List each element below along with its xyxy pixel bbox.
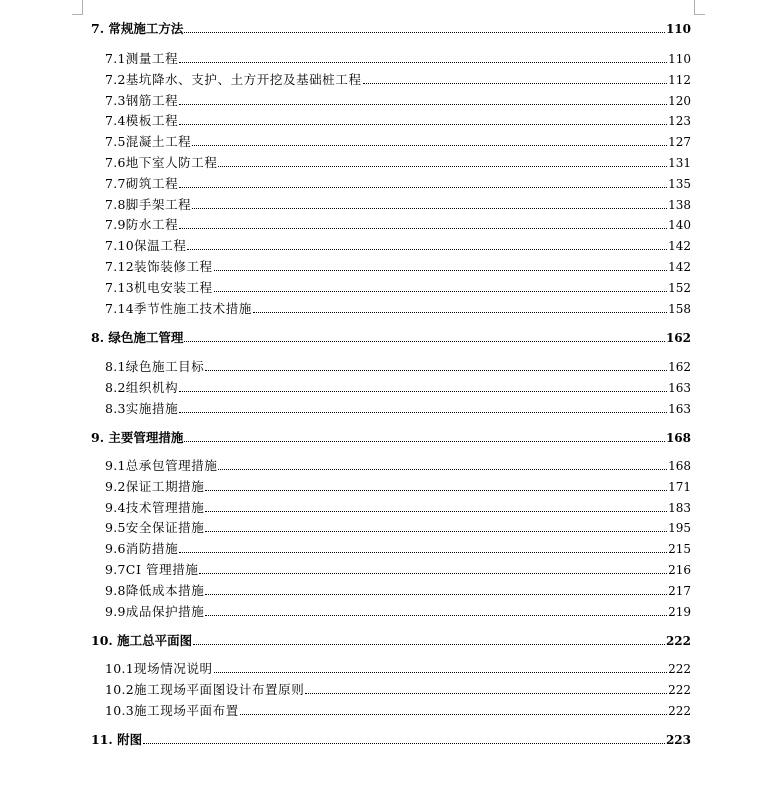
toc-entry-title bbox=[105, 563, 198, 577]
toc-page-number: 120 bbox=[668, 94, 691, 108]
toc-page-number: 131 bbox=[668, 156, 691, 170]
toc-entry-title bbox=[91, 733, 142, 747]
toc-entry-title bbox=[91, 634, 192, 648]
toc-entry-title bbox=[105, 605, 204, 619]
toc-page-number: 162 bbox=[668, 360, 691, 374]
toc-leader-dots bbox=[205, 615, 667, 616]
toc-entry-title bbox=[105, 73, 362, 87]
toc-entry[interactable] bbox=[105, 131, 691, 149]
toc-entry-text: 降低成本措施 bbox=[125, 583, 205, 598]
toc-leader-dots bbox=[205, 370, 667, 371]
toc-entry-row[interactable] bbox=[0, 658, 779, 678]
toc-leader-dots bbox=[179, 187, 667, 188]
toc-entry-text: 实施措施 bbox=[125, 401, 179, 416]
toc-entry-title bbox=[105, 52, 178, 66]
toc-entry[interactable] bbox=[105, 214, 691, 232]
toc-entry[interactable] bbox=[105, 476, 691, 494]
toc-entry[interactable] bbox=[105, 110, 691, 128]
toc-entry-number: 7.4 bbox=[105, 113, 126, 128]
toc-entry-number: 7. bbox=[91, 21, 105, 36]
toc-entry-row[interactable] bbox=[0, 214, 779, 234]
toc-entry-title bbox=[105, 156, 217, 170]
toc-entry[interactable] bbox=[105, 559, 691, 577]
toc-entry-text: 地下室人防工程 bbox=[125, 155, 218, 170]
toc-entry-title bbox=[105, 381, 178, 395]
toc-entry-row[interactable] bbox=[0, 173, 779, 193]
toc-leader-dots bbox=[205, 490, 667, 491]
toc-entry[interactable] bbox=[105, 90, 691, 108]
toc-heading-row[interactable] bbox=[0, 729, 779, 749]
toc-entry[interactable] bbox=[105, 517, 691, 535]
toc-entry-title bbox=[91, 331, 183, 345]
toc-page-number: 222 bbox=[665, 634, 691, 648]
page-corner-mark-right bbox=[694, 0, 705, 15]
toc-page-number: 222 bbox=[668, 704, 691, 718]
toc-entry-title bbox=[105, 302, 252, 316]
toc-page-number: 140 bbox=[668, 218, 691, 232]
toc-entry-title bbox=[105, 480, 204, 494]
toc-page-number: 158 bbox=[668, 302, 691, 316]
toc-leader-dots bbox=[218, 166, 667, 167]
toc-entry[interactable] bbox=[105, 194, 691, 212]
toc-page-number: 163 bbox=[668, 381, 691, 395]
toc-entry-text: 消防措施 bbox=[125, 541, 179, 556]
toc-entry-text: 施工现场平面图设计布置原则 bbox=[134, 682, 305, 697]
toc-page-number: 162 bbox=[665, 331, 691, 345]
toc-entry-text: 基坑降水、支护、土方开挖及基础桩工程 bbox=[125, 72, 362, 87]
toc-entry-row[interactable] bbox=[0, 601, 779, 621]
toc-entry-row[interactable] bbox=[0, 110, 779, 130]
toc-entry[interactable] bbox=[105, 48, 691, 66]
toc-leader-dots bbox=[205, 594, 667, 595]
toc-entry-number: 8.1 bbox=[105, 359, 126, 374]
toc-entry-number: 9.7 bbox=[105, 562, 126, 577]
toc-leader-dots bbox=[184, 32, 665, 33]
toc-entry-row[interactable] bbox=[0, 455, 779, 475]
toc-leader-dots bbox=[184, 441, 665, 442]
toc-leader-dots bbox=[253, 312, 667, 313]
toc-page-number: 168 bbox=[668, 459, 691, 473]
toc-entry-text: 安全保证措施 bbox=[125, 520, 205, 535]
toc-entry-text: 防水工程 bbox=[125, 217, 179, 232]
toc-leader-dots bbox=[179, 391, 667, 392]
toc-entry[interactable] bbox=[105, 256, 691, 274]
toc-entry-number: 9.8 bbox=[105, 583, 126, 598]
toc-entry-title bbox=[105, 198, 191, 212]
toc-entry[interactable] bbox=[105, 679, 691, 697]
toc-entry-text: 常规施工方法 bbox=[108, 21, 184, 36]
toc-entry-row[interactable] bbox=[0, 48, 779, 68]
toc-entry-text: 主要管理措施 bbox=[108, 430, 184, 445]
toc-leader-dots bbox=[199, 573, 667, 574]
toc-leader-dots bbox=[205, 531, 667, 532]
toc-entry-number: 9.2 bbox=[105, 479, 126, 494]
toc-leader-dots bbox=[205, 511, 667, 512]
toc-entry-number: 7.5 bbox=[105, 134, 126, 149]
toc-page-number: 138 bbox=[668, 198, 691, 212]
toc-entry[interactable] bbox=[105, 398, 691, 416]
toc-entry[interactable] bbox=[105, 377, 691, 395]
toc-entry-number: 7.6 bbox=[105, 155, 126, 170]
toc-leader-dots bbox=[187, 249, 667, 250]
toc-entry-title bbox=[105, 360, 204, 374]
toc-entry-number: 9.4 bbox=[105, 500, 126, 515]
toc-entry-row[interactable] bbox=[0, 497, 779, 517]
toc-entry-text: 总承包管理措施 bbox=[125, 458, 218, 473]
toc-page-number: 110 bbox=[668, 52, 691, 66]
toc-entry-text: 成品保护措施 bbox=[125, 604, 205, 619]
toc-entry-number: 9.9 bbox=[105, 604, 126, 619]
toc-entry-number: 10.1 bbox=[105, 661, 135, 676]
toc-entry-title bbox=[105, 114, 178, 128]
toc-leader-dots bbox=[179, 124, 667, 125]
toc-entry-number: 8.3 bbox=[105, 401, 126, 416]
toc-entry-text: CI 管理措施 bbox=[125, 562, 199, 577]
toc-entry-row[interactable] bbox=[0, 90, 779, 110]
toc-entry-number: 7.12 bbox=[105, 259, 135, 274]
toc-entry-text: 混凝土工程 bbox=[125, 134, 192, 149]
toc-entry-text: 钢筋工程 bbox=[125, 93, 179, 108]
toc-entry-title bbox=[105, 281, 213, 295]
toc-page-number: 110 bbox=[665, 22, 691, 36]
toc-entry-title bbox=[91, 431, 183, 445]
toc-entry-row[interactable] bbox=[0, 559, 779, 579]
toc-entry-row[interactable] bbox=[0, 69, 779, 89]
toc-page-number: 142 bbox=[668, 260, 691, 274]
toc-entry[interactable] bbox=[91, 18, 691, 36]
toc-entry[interactable] bbox=[91, 729, 691, 747]
toc-entry-number: 7.8 bbox=[105, 197, 126, 212]
toc-heading-row[interactable] bbox=[0, 630, 779, 650]
toc-leader-dots bbox=[240, 714, 667, 715]
toc-page-number: 127 bbox=[668, 135, 691, 149]
toc-entry-text: 施工现场平面布置 bbox=[134, 703, 239, 718]
toc-entry-number: 7.1 bbox=[105, 51, 126, 66]
toc-entry[interactable] bbox=[105, 455, 691, 473]
toc-entry-row[interactable] bbox=[0, 538, 779, 558]
toc-entry-text: 机电安装工程 bbox=[134, 280, 213, 295]
toc-entry-row[interactable] bbox=[0, 377, 779, 397]
toc-leader-dots bbox=[179, 62, 667, 63]
toc-entry[interactable] bbox=[105, 298, 691, 316]
toc-leader-dots bbox=[214, 672, 667, 673]
toc-leader-dots bbox=[214, 270, 667, 271]
toc-entry[interactable] bbox=[105, 356, 691, 374]
toc-entry-text: 测量工程 bbox=[125, 51, 179, 66]
toc-entry-number: 7.14 bbox=[105, 301, 135, 316]
toc-entry-number: 11. bbox=[91, 732, 113, 747]
toc-entry-number: 9.5 bbox=[105, 520, 126, 535]
toc-entry-text: 保温工程 bbox=[134, 238, 187, 253]
toc-entry[interactable] bbox=[105, 497, 691, 515]
toc-entry-text: 砌筑工程 bbox=[125, 176, 179, 191]
toc-page-number: 222 bbox=[668, 683, 691, 697]
toc-entry[interactable] bbox=[105, 277, 691, 295]
toc-entry-number: 7.10 bbox=[105, 238, 135, 253]
toc-entry-number: 10.3 bbox=[105, 703, 135, 718]
toc-entry[interactable] bbox=[105, 700, 691, 718]
toc-entry-title bbox=[105, 542, 178, 556]
toc-leader-dots bbox=[363, 83, 668, 84]
toc-entry-text: 绿色施工管理 bbox=[108, 330, 184, 345]
toc-heading-row[interactable] bbox=[0, 18, 779, 38]
toc-entry-number: 8. bbox=[91, 330, 105, 345]
toc-leader-dots bbox=[193, 644, 665, 645]
toc-entry[interactable] bbox=[91, 427, 691, 445]
toc-page-number: 168 bbox=[665, 431, 691, 445]
toc-leader-dots bbox=[218, 469, 667, 470]
toc-entry-row[interactable] bbox=[0, 131, 779, 151]
toc-entry-title bbox=[105, 218, 178, 232]
toc-entry-row[interactable] bbox=[0, 476, 779, 496]
toc-entry-text: 装饰装修工程 bbox=[134, 259, 213, 274]
toc-heading-row[interactable] bbox=[0, 327, 779, 347]
toc-entry-number: 9. bbox=[91, 430, 105, 445]
toc-leader-dots bbox=[179, 104, 667, 105]
toc-entry-text: 技术管理措施 bbox=[125, 500, 205, 515]
toc-entry-row[interactable] bbox=[0, 298, 779, 318]
toc-entry[interactable] bbox=[105, 173, 691, 191]
toc-entry-row[interactable] bbox=[0, 398, 779, 418]
toc-page-number: 216 bbox=[668, 563, 691, 577]
toc-entry-row[interactable] bbox=[0, 256, 779, 276]
toc-entry-number: 9.6 bbox=[105, 541, 126, 556]
toc-entry-row[interactable] bbox=[0, 517, 779, 537]
toc-page-number: 183 bbox=[668, 501, 691, 515]
toc-entry[interactable] bbox=[105, 69, 691, 87]
toc-entry-title bbox=[105, 260, 213, 274]
toc-leader-dots bbox=[192, 145, 667, 146]
toc-entry-text: 施工总平面图 bbox=[117, 633, 193, 648]
toc-page-number: 163 bbox=[668, 402, 691, 416]
toc-page-number: 135 bbox=[668, 177, 691, 191]
toc-entry-row[interactable] bbox=[0, 679, 779, 699]
toc-page-number: 217 bbox=[668, 584, 691, 598]
toc-page-number: 223 bbox=[665, 733, 691, 747]
toc-entry-text: 附图 bbox=[117, 732, 143, 747]
toc-entry-number: 7.3 bbox=[105, 93, 126, 108]
toc-heading-row[interactable] bbox=[0, 427, 779, 447]
toc-entry-number: 7.9 bbox=[105, 217, 126, 232]
toc-page-number: 195 bbox=[668, 521, 691, 535]
toc-entry-row[interactable] bbox=[0, 194, 779, 214]
toc-entry-number: 10. bbox=[91, 633, 113, 648]
toc-entry-title bbox=[105, 402, 178, 416]
toc-entry[interactable] bbox=[105, 152, 691, 170]
toc-entry[interactable] bbox=[105, 580, 691, 598]
toc-entry-row[interactable] bbox=[0, 700, 779, 720]
toc-entry-number: 7.13 bbox=[105, 280, 135, 295]
toc-page-number: 171 bbox=[668, 480, 691, 494]
toc-entry-title bbox=[105, 584, 204, 598]
toc-page-number: 152 bbox=[668, 281, 691, 295]
toc-entry-title bbox=[105, 683, 304, 697]
toc-entry-number: 10.2 bbox=[105, 682, 135, 697]
toc-entry-title bbox=[105, 704, 239, 718]
toc-entry-number: 9.1 bbox=[105, 458, 126, 473]
toc-page-number: 142 bbox=[668, 239, 691, 253]
toc-leader-dots bbox=[305, 693, 667, 694]
toc-entry-number: 8.2 bbox=[105, 380, 126, 395]
toc-entry[interactable] bbox=[105, 658, 691, 676]
toc-entry-title bbox=[91, 22, 183, 36]
toc-entry-title bbox=[105, 501, 204, 515]
toc-entry[interactable] bbox=[91, 630, 691, 648]
toc-page-number: 222 bbox=[668, 662, 691, 676]
toc-entry-title bbox=[105, 459, 217, 473]
toc-entry-row[interactable] bbox=[0, 580, 779, 600]
toc-entry-title bbox=[105, 521, 204, 535]
toc-leader-dots bbox=[143, 743, 665, 744]
toc-leader-dots bbox=[184, 341, 665, 342]
toc-entry-title bbox=[105, 662, 213, 676]
toc-entry-text: 组织机构 bbox=[125, 380, 179, 395]
toc-entry-title bbox=[105, 177, 178, 191]
toc-entry-number: 7.7 bbox=[105, 176, 126, 191]
toc-entry-text: 季节性施工技术措施 bbox=[134, 301, 252, 316]
toc-entry-row[interactable] bbox=[0, 356, 779, 376]
toc-entry-row[interactable] bbox=[0, 235, 779, 255]
toc-page-number: 219 bbox=[668, 605, 691, 619]
toc-leader-dots bbox=[192, 208, 667, 209]
toc-entry-row[interactable] bbox=[0, 277, 779, 297]
toc-page-number: 215 bbox=[668, 542, 691, 556]
toc-entry-row[interactable] bbox=[0, 152, 779, 172]
toc-entry-text: 绿色施工目标 bbox=[125, 359, 205, 374]
toc-entry[interactable] bbox=[105, 538, 691, 556]
toc-entry-title bbox=[105, 94, 178, 108]
toc-entry-text: 模板工程 bbox=[125, 113, 179, 128]
toc-entry-title bbox=[105, 135, 191, 149]
toc-leader-dots bbox=[179, 552, 667, 553]
toc-entry-text: 保证工期措施 bbox=[125, 479, 205, 494]
toc-entry-title bbox=[105, 239, 186, 253]
page-corner-mark-left bbox=[72, 0, 83, 15]
toc-entry-text: 脚手架工程 bbox=[125, 197, 192, 212]
toc-entry[interactable] bbox=[105, 235, 691, 253]
toc-page-number: 112 bbox=[668, 73, 691, 87]
toc-entry-number: 7.2 bbox=[105, 72, 126, 87]
toc-entry-text: 现场情况说明 bbox=[134, 661, 213, 676]
toc-leader-dots bbox=[214, 291, 667, 292]
toc-leader-dots bbox=[179, 412, 667, 413]
toc-page-number: 123 bbox=[668, 114, 691, 128]
toc-leader-dots bbox=[179, 228, 667, 229]
toc-entry[interactable] bbox=[105, 601, 691, 619]
toc-entry[interactable] bbox=[91, 327, 691, 345]
